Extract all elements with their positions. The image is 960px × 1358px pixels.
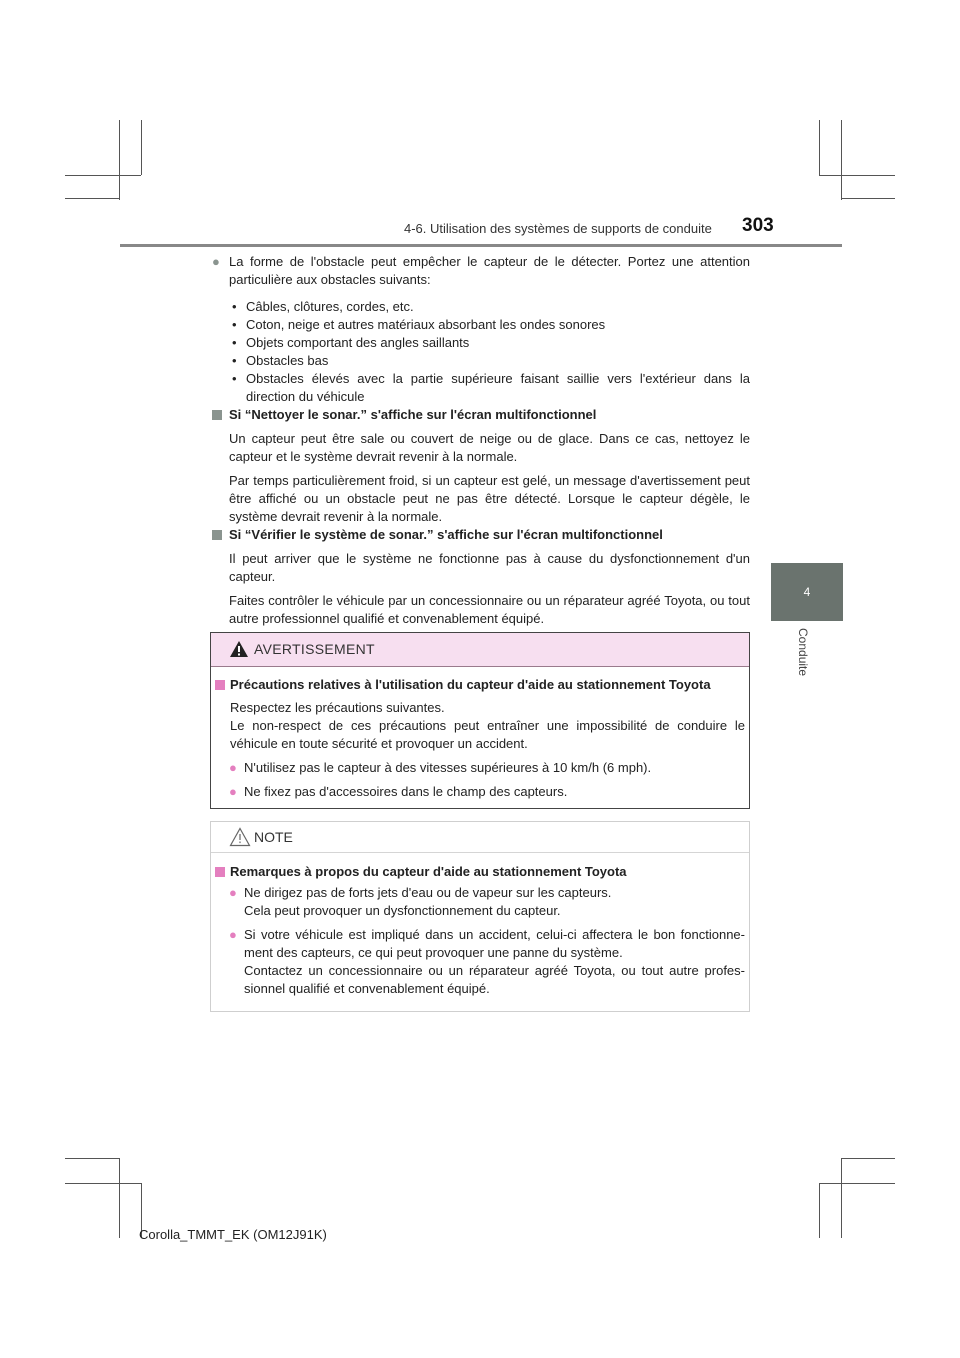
list-item-text: Objets comportant des angles saillants xyxy=(246,335,470,350)
crop-mark xyxy=(141,120,142,175)
bullet-icon: ● xyxy=(229,927,237,942)
intro-line: Respectez les précautions suivantes. xyxy=(230,700,445,715)
bullet-text: Cela peut provoquer un dysfonctionnement du capteur. xyxy=(244,903,561,918)
note-title: NOTE xyxy=(254,829,293,845)
note-box xyxy=(210,821,750,1012)
header-divider xyxy=(120,244,842,247)
crop-mark xyxy=(119,1158,120,1238)
heading-text: Si “Vérifier le système de sonar.” s'affiche sur l'écran multifonctionnel xyxy=(229,527,663,542)
crop-mark xyxy=(841,1158,895,1159)
list-item xyxy=(212,253,750,289)
list-item-text: Obstacles bas xyxy=(246,353,329,368)
bullet-icon: ● xyxy=(229,784,237,799)
main-content xyxy=(212,253,750,628)
list-item-text: Coton, neige et autres matériaux absorbant les ondes sonores xyxy=(246,317,606,332)
heading-text: Remarques à propos du capteur d'aide au stationnement Toyota xyxy=(230,864,627,879)
warning-header xyxy=(211,633,749,667)
paragraph: Par temps particulièrement froid, si un capteur est gelé, un message d'avertissement peut être affiché ou un obstacle peut ne pas être détecté. Lorsque le capteur dégèle, le système devrait revenir à la normale. xyxy=(229,473,750,524)
crop-mark xyxy=(841,198,895,199)
paragraph: Faites contrôler le véhicule par un concessionnaire ou un réparateur agréé Toyota, ou tout autre professionnel qualifié et convenablement équipé. xyxy=(229,593,750,626)
bullet-text: Si votre véhicule est impliqué dans un accident, celui-ci affectera le bon fonctionne-ment des capteurs, ce qui peut provoquer une panne du système. xyxy=(244,927,745,960)
chapter-label: Conduite xyxy=(796,628,810,677)
heading-text: Précautions relatives à l'utilisation du capteur d'aide au stationnement Toyota xyxy=(230,677,711,692)
crop-mark xyxy=(819,1183,895,1184)
chapter-tab: 4 xyxy=(771,563,843,621)
list-item-text: Obstacles élevés avec la partie supérieure faisant saillie vers l'extérieur dans la direction du véhicule xyxy=(246,371,750,404)
crop-mark xyxy=(819,175,895,176)
heading-text: Si “Nettoyer le sonar.” s'affiche sur l'écran multifonctionnel xyxy=(229,407,597,422)
list-item xyxy=(215,926,745,998)
list-item xyxy=(215,884,745,920)
note-header xyxy=(211,822,749,853)
bullet-icon: • xyxy=(232,317,237,332)
footer-document-id: Corolla_TMMT_EK (OM12J91K) xyxy=(139,1227,327,1242)
crop-mark xyxy=(65,175,141,176)
bullet-icon: ● xyxy=(212,254,220,269)
note-heading xyxy=(215,863,745,881)
caution-triangle-icon xyxy=(229,827,251,847)
section-heading xyxy=(212,406,750,424)
bullet-icon: • xyxy=(232,335,237,350)
paragraph xyxy=(215,699,745,753)
list-item xyxy=(229,316,750,334)
crop-mark xyxy=(819,120,820,175)
note-body xyxy=(215,863,745,998)
bullet-icon: • xyxy=(232,371,237,386)
bullet-text: N'utilisez pas le capteur à des vitesses supérieures à 10 km/h (6 mph). xyxy=(244,760,652,775)
obstacle-list xyxy=(229,298,750,406)
bullet-icon: • xyxy=(232,299,237,314)
warning-title: AVERTISSEMENT xyxy=(254,641,375,657)
warning-heading xyxy=(215,676,745,694)
page-number: 303 xyxy=(742,215,774,236)
list-item xyxy=(229,298,750,316)
intro-line: Le non-respect de ces précautions peut entraîner une impossibilité de conduire le véhicule en toute sécurité et provoquer un accident. xyxy=(230,718,745,751)
square-bullet-icon xyxy=(212,410,222,420)
crop-mark xyxy=(119,120,120,200)
bullet-text: Ne dirigez pas de forts jets d'eau ou de vapeur sur les capteurs. xyxy=(244,885,612,900)
crop-mark xyxy=(819,1183,820,1238)
list-item-text: Câbles, clôtures, cordes, etc. xyxy=(246,299,414,314)
square-bullet-icon xyxy=(215,680,225,690)
square-bullet-icon xyxy=(215,867,225,877)
paragraph: Il peut arriver que le système ne fonctionne pas à cause du dysfonctionnement d'un capteur. xyxy=(229,551,750,584)
list-item xyxy=(229,334,750,352)
bullet-icon: ● xyxy=(229,760,237,775)
section-heading xyxy=(212,526,750,544)
bullet-text: La forme de l'obstacle peut empêcher le capteur de le détecter. Portez une attention particulière aux obstacles suivants: xyxy=(229,254,750,287)
bullet-text: Contactez un concessionnaire ou un réparateur agréé Toyota, ou tout autre profes-sionnel qualifié et convenablement équipé. xyxy=(244,963,745,996)
bullet-icon: ● xyxy=(229,885,237,900)
warning-body xyxy=(215,676,745,801)
paragraph: Un capteur peut être sale ou couvert de neige ou de glace. Dans ce cas, nettoyez le capteur et le système devrait revenir à la normale. xyxy=(229,431,750,464)
square-bullet-icon xyxy=(212,530,222,540)
bullet-text: Ne fixez pas d'accessoires dans le champ des capteurs. xyxy=(244,784,568,799)
list-item xyxy=(229,352,750,370)
crop-mark xyxy=(841,120,842,200)
list-item xyxy=(215,759,745,777)
bullet-icon: • xyxy=(232,353,237,368)
crop-mark xyxy=(65,1183,141,1184)
crop-mark xyxy=(65,1158,119,1159)
warning-box xyxy=(210,632,750,809)
list-item xyxy=(229,370,750,406)
crop-mark xyxy=(841,1158,842,1238)
list-item xyxy=(215,783,745,801)
warning-triangle-icon xyxy=(229,640,249,658)
section-title: 4-6. Utilisation des systèmes de supports de conduite xyxy=(404,221,712,236)
crop-mark xyxy=(65,198,119,199)
